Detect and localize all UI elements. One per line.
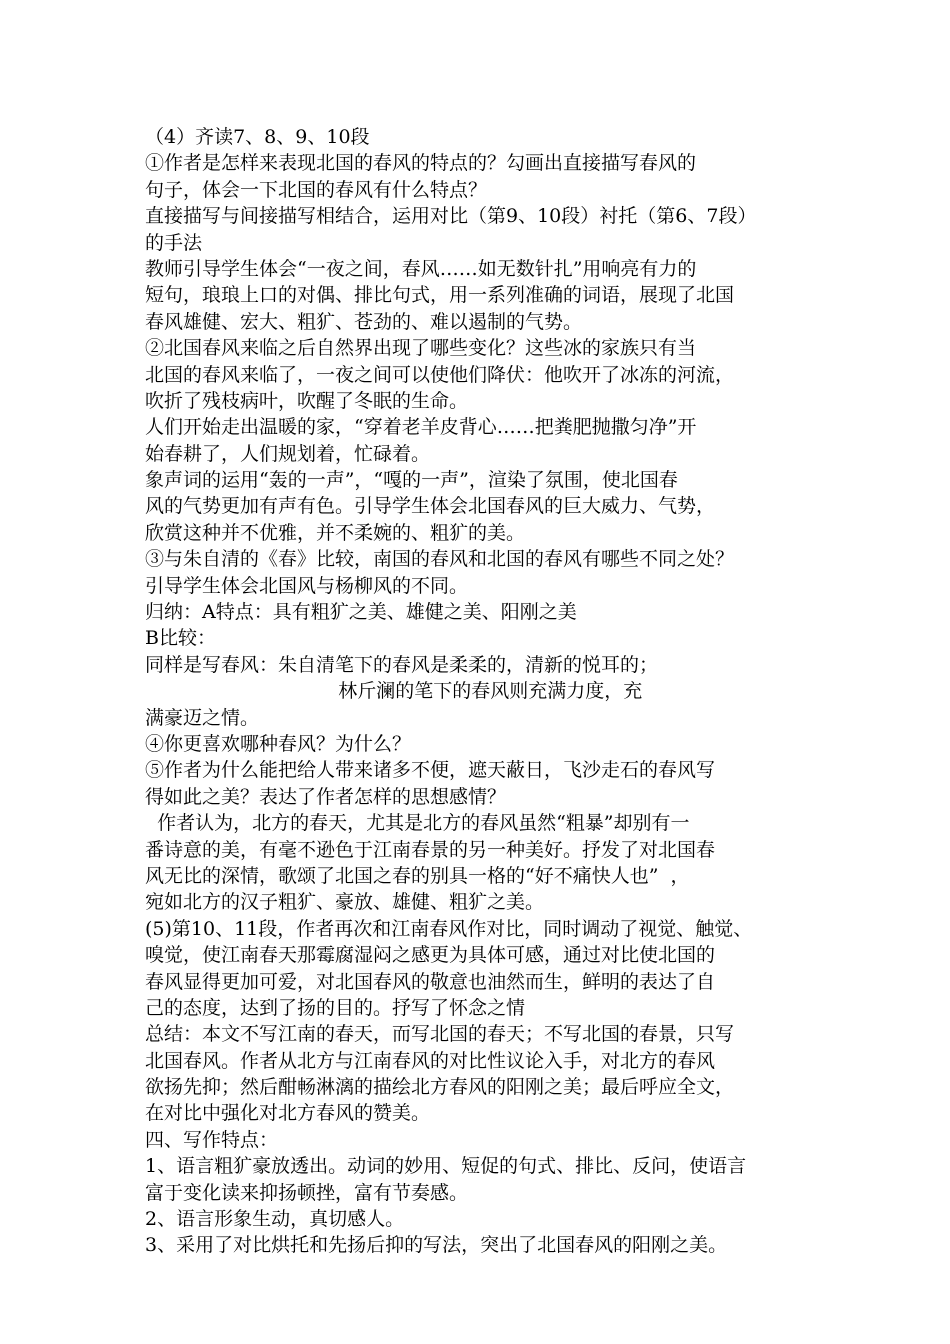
text-line: 引导学生体会北国风与杨柳风的不同。 (145, 574, 469, 597)
text-line: ①作者是怎样来表现北国的春风的特点的？勾画出直接描写春风的 (145, 152, 697, 175)
text-line: 欣赏这种并不优雅，并不柔婉的、粗犷的美。 (145, 521, 526, 544)
text-line: 3、采用了对比烘托和先扬后抑的写法，突出了北国春风的阳刚之美。 (145, 1234, 728, 1257)
text-line: 得如此之美？表达了作者怎样的思想感情？ (145, 785, 507, 808)
text-line: ③与朱自清的《春》比较，南国的春风和北国的春风有哪些不同之处？ (145, 548, 735, 571)
text-line: ②北国春风来临之后自然界出现了哪些变化？这些冰的家族只有当 (145, 337, 697, 360)
text-line: 嗅觉，使江南春天那霉腐湿闷之感更为具体可感，通过对比使北国的 (145, 944, 716, 967)
text-line: 教师引导学生体会“一夜之间，春风……如无数针扎”用响亮有力的 (145, 257, 697, 280)
text-line: 吹折了残枝病叶，吹醒了冬眠的生命。 (145, 389, 469, 412)
text-line: （4）齐读7、8、9、10段 (145, 126, 370, 148)
text-line: 人们开始走出温暖的家，“穿着老羊皮背心……把粪肥抛撒匀净”开 (145, 416, 697, 439)
text-line: 的手法 (145, 231, 203, 254)
text-line: (5)第10、11段，作者再次和江南春风作对比，同时调动了视觉、触觉、 (145, 917, 753, 940)
text-line: 富于变化读来抑扬顿挫，富有节奏感。 (145, 1181, 469, 1204)
text-line: 作者认为，北方的春天，尤其是北方的春风虽然“粗暴”却别有一 (145, 812, 690, 835)
text-line: 短句，琅琅上口的对偶、排比句式，用一系列准确的词语，展现了北国 (145, 284, 735, 307)
text-line: 句子，体会一下北国的春风有什么特点？ (145, 178, 488, 201)
text-line: 春风显得更加可爱，对北国春风的敬意也油然而生，鲜明的表达了自 (145, 970, 716, 993)
text-line: ④你更喜欢哪种春风？为什么？ (145, 732, 412, 755)
text-line: 在对比中强化对北方春风的赞美。 (145, 1102, 431, 1125)
text-line: 满豪迈之情。 (145, 706, 260, 729)
text-line: B比较： (145, 627, 216, 650)
text-line: ⑤作者为什么能把给人带来诸多不便，遮天蔽日，飞沙走石的春风写 (145, 759, 716, 782)
text-line: 2、语言形象生动，真切感人。 (145, 1208, 405, 1231)
document-body (145, 124, 825, 1259)
text-line: 北国的春风来临了，一夜之间可以使他们降伏：他吹开了冰冻的河流， (145, 363, 735, 386)
text-line: 番诗意的美，有毫不逊色于江南春景的另一种美好。抒发了对北国春 (145, 838, 716, 861)
text-line: 林斤澜的笔下的春风则充满力度，充 (145, 680, 643, 703)
text-line: 北国春风。作者从北方与江南春风的对比性议论入手，对北方的春风 (145, 1049, 716, 1072)
text-line: 直接描写与间接描写相结合，运用对比（第9、10段）衬托（第6、7段） (145, 205, 757, 228)
text-line: 己的态度，达到了扬的目的。抒写了怀念之情 (145, 996, 526, 1019)
text-line: 始春耕了，人们规划着，忙碌着。 (145, 442, 431, 465)
text-line: 风的气势更加有声有色。引导学生体会北国春风的巨大威力、气势， (145, 495, 716, 518)
text-line: 1、语言粗犷豪放透出。动词的妙用、短促的句式、排比、反问，使语言 (145, 1155, 747, 1178)
text-line: 总结：本文不写江南的春天，而写北国的春天；不写北国的春景，只写 (145, 1023, 735, 1046)
text-line: 四、写作特点： (145, 1128, 279, 1151)
text-line: 春风雄健、宏大、粗犷、苍劲的、难以遏制的气势。 (145, 310, 583, 333)
text-line: 归纳：A特点：具有粗犷之美、雄健之美、阳刚之美 (145, 601, 577, 624)
text-line: 象声词的运用“轰的一声”，“嘎的一声”，渲染了氛围，使北国春 (145, 469, 678, 492)
text-line: 同样是写春风：朱自清笔下的春风是柔柔的，清新的悦耳的； (145, 653, 659, 676)
text-line: 风无比的深情，歌颂了北国之春的别具一格的“好不痛快人也” ， (145, 864, 690, 887)
text-line: 宛如北方的汉子粗犷、豪放、雄健、粗犷之美。 (145, 891, 545, 914)
text-line: 欲扬先抑；然后酣畅淋漓的描绘北方春风的阳刚之美；最后呼应全文， (145, 1076, 735, 1099)
